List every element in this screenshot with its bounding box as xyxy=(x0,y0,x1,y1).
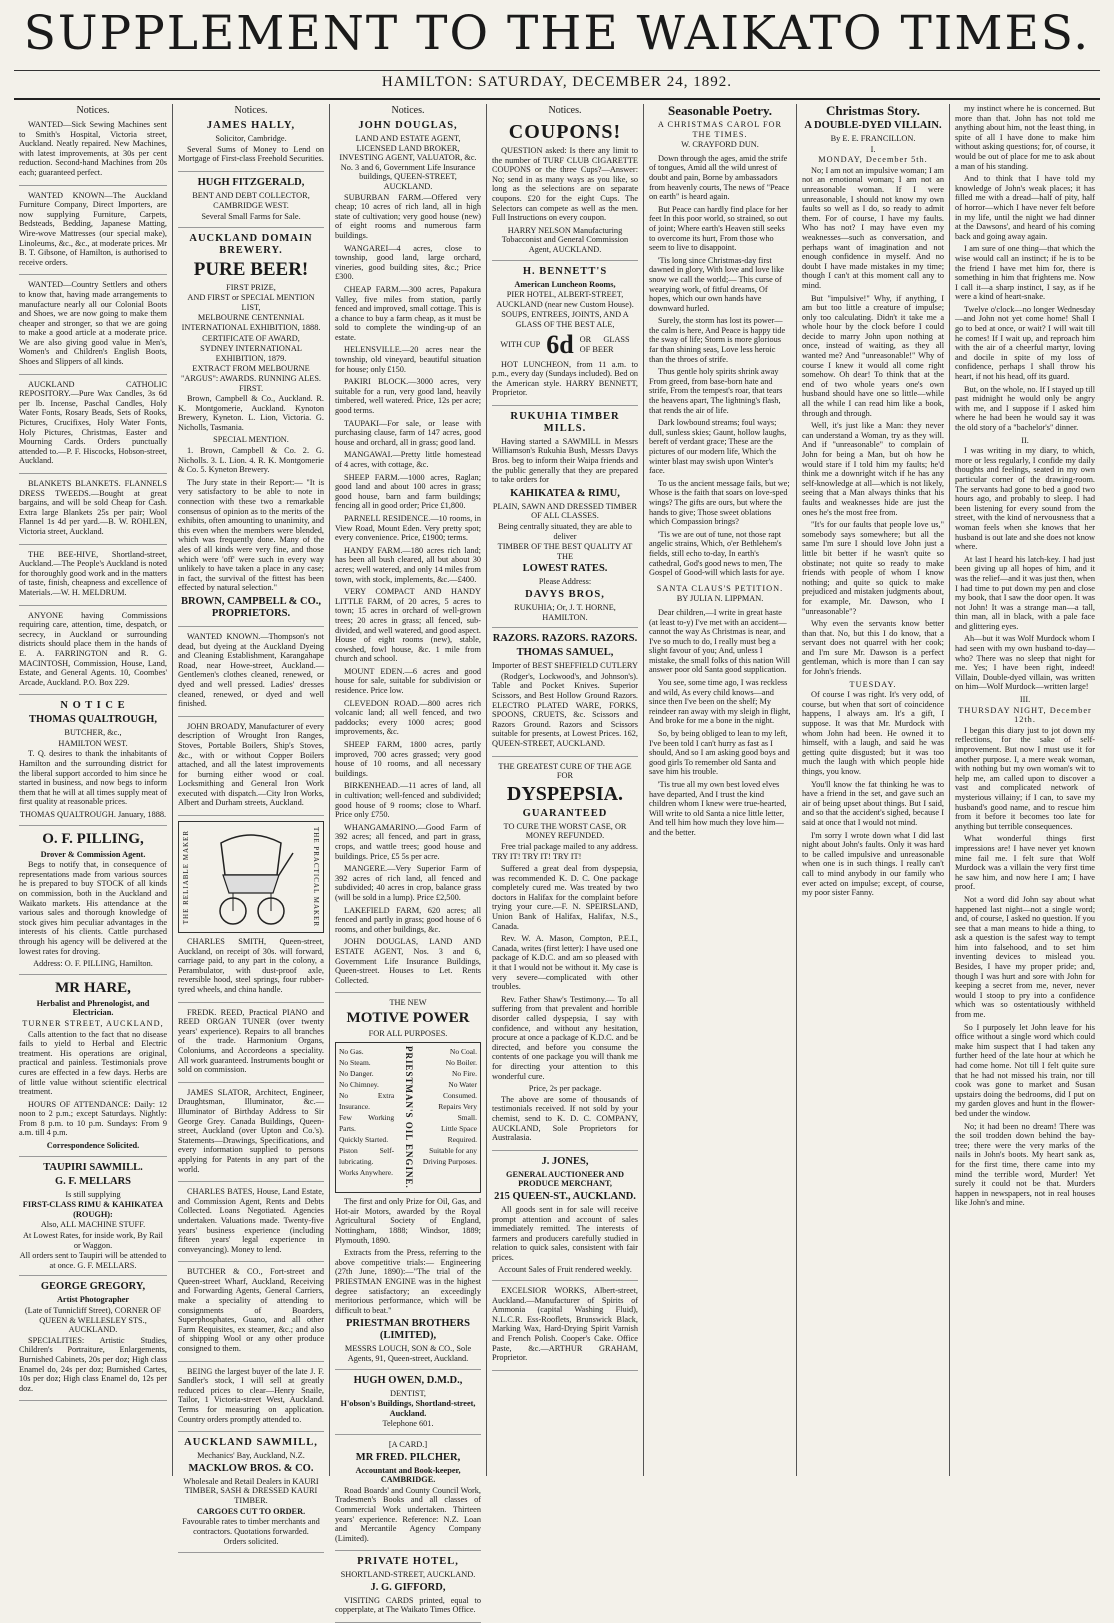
poem-stanza: To us the ancient message fails, but we; Whose is the faith that soars on love-sped wings? The gifts are ours, but where the hands to give; Those sweet oblations which Compassion brings? xyxy=(649,478,790,527)
chapter-date: MONDAY, December 5th. xyxy=(818,155,928,165)
advert-text: JAMES SLATOR, Architect, Engineer, Draughtsman, Illuminator, &c.—Illuminator of Birthday Address to Sir George Grey. Canada Buildings, Queen-street, Auckland (over Upton and Co.'s). Statements—Drawings, Specifications, and every information supplied to persons applying for Patents in any part of the world. xyxy=(178,1087,324,1174)
advertiser-trade: LAND AND ESTATE AGENT, LICENSED LAND BROKER, INVESTING AGENT, VALUATOR, &c. No. 3 and 6, Government Life Insurance buildings, QUEEN-STREET, AUCKLAND. xyxy=(339,134,477,191)
poem-title: A CHRISTMAS CAROL FOR THE TIMES. xyxy=(657,120,783,139)
story-text xyxy=(955,446,1095,692)
engine-feature: Little Space Required. xyxy=(440,1124,477,1145)
dateline: HAMILTON: SATURDAY, DECEMBER 24, 1892. xyxy=(381,74,733,90)
advert-line: TO CURE THE WORST CASE, OR MONEY REFUNDED. xyxy=(503,821,627,841)
advert-text: Begs to notify that, in consequence of representations made from various sources he is prepared to buy STOCK of all kinds on commission, both in the Auckland and Waikato markets. His attendance at the various sales and thorough knowledge of stock gives him peculiar advantages in the interests of his clients. Cattle purchased through his agency will be delivered at the lowest rates for droving. xyxy=(19,860,167,956)
advert-signature: JOHN DOUGLAS, LAND AND ESTATE AGENT, Nos. 3 and 6, Government Life Insurance Buildings, Queen-street. Houses to Let. Rents Collected. xyxy=(335,937,481,985)
advert-hours: HOURS OF ATTENDANCE: Daily: 12 noon to 2 p.m.; except Saturdays. Nightly: From 8 p.m. to 10 p.m. Sundays: From 9 a.m. till 4 p.m. xyxy=(19,1099,167,1138)
chapter-date: THURSDAY NIGHT, December 12th. xyxy=(958,705,1092,725)
award-line: SPECIAL MENTION. xyxy=(213,435,289,445)
advertiser-name: THOMAS SAMUEL, xyxy=(516,647,614,659)
engine-feature: Quickly Started. xyxy=(339,1135,389,1145)
farm-listing: WANGAREI—4 acres, close to township, good land, large orchard, vineries, good building sites, &c.; Price £300. xyxy=(335,243,481,282)
price-or: OR GLASS OF BEER xyxy=(579,334,630,354)
advert-text: JOHN BROADY, Manufacturer of every description of Wrought Iron Ranges, Stoves, Portable Boilers, Ship's Stoves, &c., with or without Copper Boilers attached, and all the latest improvements for burning either wood or coal. Locksmithing and General Iron Work executed with dispatch.—City Iron Works, Albert and Durham streets, Auckland. xyxy=(178,721,324,808)
advert-text: CHARLES SMITH, Queen-street, Auckland, on receipt of 30s. will forward, carriage paid, to any part in the colony, a Perambulator, with dust-proof axle, reversible hood, steel springs, four rubber-tyred wheels, and china handle. xyxy=(178,937,324,995)
advert-text: All goods sent in for sale will receive prompt attention and account of sales immediately remitted. The interests of farmers and producers carefully studied in relation to quick sales, consistent with fair prices. xyxy=(492,1204,638,1262)
advert-headline: DYSPEPSIA. xyxy=(506,782,624,805)
advert-heading: RAZORS. RAZORS. RAZORS. xyxy=(492,633,638,645)
award-line: AND FIRST or SPECIAL MENTION LIST, xyxy=(187,293,315,312)
advert-reed xyxy=(178,1008,324,1083)
advert-owen xyxy=(335,1375,481,1435)
farm-listing: SUBURBAN FARM.—Offered very cheap; 10 acres of rich land, all in high state of cultivation; very good house (new) of eight rooms and numerous farm buildings. xyxy=(335,192,481,240)
advertiser-name: GEORGE GREGORY, xyxy=(40,1281,146,1293)
advertiser-name: JOHN DOUGLAS, xyxy=(358,120,458,131)
story-paragraph: But "impulsive!" Why, if anything, I am but too little a creature of impulse; only too calculating. Didn't it take me a whole hour by the clock before I could decide to marry John upon nothing at once, instead of waiting, as they all wanted me? And "unreasonable!" Why of course I knew it would all come right somehow. Oh dear! To think that at the end of two whole years one's own husband should have one so little—while all the while I can read him like a book, through and through. xyxy=(802,293,944,418)
farm-listing: MANGAWAI.—Pretty little homestead of 4 acres, with cottage, &c. xyxy=(335,450,481,469)
poem-stanza: Dear children,—I write in great haste (at least to-y) I've met with an accident—cannot the way As Christmas is near, and I've so much to do, I really must beg a slight favour of you; And, unless I mistake, the small folks of this nation Will answer poor old Santa good supplication. xyxy=(649,607,791,675)
advert-text: ANYONE having Commissions requiring care, attention, time, despatch, or secrecy, in Auckland or surrounding districts should place them in the hands of E. A. FARRINGTON and R. G. MACINTOSH, Commission, House, Land, Estate, and General Agents. 10, Coombes' Arcade, Auckland. P.O. Box 229. xyxy=(19,610,167,687)
advertiser-place: HAMILTON WEST. xyxy=(58,738,128,748)
advert-douglas xyxy=(335,120,481,993)
perambulator-illustration xyxy=(203,825,299,929)
advert-kdc xyxy=(492,762,638,1151)
advert-signature: BROWN, CAMPBELL & CO., PROPRIETORS. xyxy=(180,595,321,619)
chapter-date: TUESDAY. xyxy=(849,679,897,689)
poem-stanza: Dark lowbound streams; foul ways; dull, sunless skies; Gaunt, hollow laughs, bereft of verdant grace; These are the pictures of our modern life, Which the winter blast may swish upon Winter's face. xyxy=(649,418,787,476)
engine-feature: No Boiler. xyxy=(445,1058,477,1068)
advertiser-place: CAMBRIDGE WEST. xyxy=(213,201,289,211)
advert-furniture xyxy=(19,191,167,276)
advert-line: Also, ALL MACHINE STUFF. xyxy=(40,1220,146,1230)
advert-text: Free trial package mailed to any address. TRY IT! TRY IT! TRY IT! xyxy=(492,841,638,861)
farm-listing: CHEAP FARM.—300 acres, Papakura Valley, five miles from station, partly fenced and improved, small cottage. This is a chance to buy a farm cheap, as it must be sold to complete the winding-up of an estate. xyxy=(335,284,481,342)
advert-line: [A CARD.] xyxy=(388,1439,428,1449)
farm-listing: SHEEP FARM.—1000 acres, Raglan; good land and about 100 acres in grass; good house, barn and farm buildings; fencing all in good order; Price £1,800. xyxy=(335,472,481,511)
advert-line: Orders solicited. xyxy=(223,1537,279,1547)
advert-text: Several Small Farms for Sale. xyxy=(201,211,301,221)
advertiser-name: MR HARE, xyxy=(55,979,131,996)
perambulator-advert xyxy=(178,821,324,933)
chapter-number: III. xyxy=(1019,695,1031,705)
chapter-number: I. xyxy=(870,144,876,154)
advertiser-trade: Accountant and Book-keeper, CAMBRIDGE. xyxy=(355,1465,461,1485)
price-value: 6d xyxy=(546,329,574,359)
masthead-title: SUPPLEMENT TO THE WAIKATO TIMES. xyxy=(23,6,1091,61)
advert-hare xyxy=(19,980,167,1157)
advert-bennett xyxy=(492,266,638,406)
poem-stanza: So, by being obliged to lean to my left, I've been told I can't hurry as fast as I should, And so I am asking good boys and good girls To remember old Santa and save him his trouble. xyxy=(649,729,790,777)
advertiser-trade: BENT AND DEBT COLLECTOR, xyxy=(192,190,310,200)
advertiser-name: HUGH OWEN, D.M.D., xyxy=(353,1374,463,1386)
advert-text: Suffered a great deal from dyspepsia, was recommended K. D. C. One package completely cured me. Was treated by two doctors in Halifax for the complaint before trying your cure.—F. N. SPEIRSLAND, Union Bank of Halifax, Halifax, N.S., Canada. xyxy=(492,864,638,931)
poem-author: BY JULIA N. LIPPMAN. xyxy=(676,594,764,604)
masthead-rule-bottom xyxy=(14,98,1100,100)
advertiser-trade: Herbalist and Phrenologist, and Electrician. xyxy=(36,998,150,1018)
farm-listing: HELENSVILLE.—20 acres near the township, old vineyard, beautiful situation for house; only £150. xyxy=(335,345,481,374)
story-paragraph: So I purposely let John leave for his office without a single word which could make him suspect that I had taken any further heed of the late hour at which he had come home. Not till I felt quite sure that he had not missed his train, nor till cook was gone to market and Susan upstairs doing the bedrooms, did I put on my garden gloves and hunt in the flower-bed under the window. xyxy=(955,1022,1095,1118)
advert-line: CARGOES CUT TO ORDER. xyxy=(196,1506,306,1516)
story-text xyxy=(955,726,1095,1208)
advertiser-name: J. G. GIFFORD, xyxy=(370,1581,446,1593)
engine-features-left xyxy=(339,1046,394,1189)
section-heading: Seasonable Poetry. xyxy=(668,103,772,118)
farm-listing: SHEEP FARM, 1800 acres, partly improved, 700 acres grassed; very good house of 10 rooms, and all necessary buildings. xyxy=(335,740,481,778)
advert-heading: AUCKLAND DOMAIN BREWERY. xyxy=(189,232,313,256)
price-cup: WITH CUP xyxy=(500,339,541,349)
advert-text: Having started a SAWMILL in Messrs Williamson's Rukuhia Bush, Messrs Davys Bros. beg to inform their Waipa friends and the public generally that they are prepared to take orders for xyxy=(492,436,638,485)
advert-text: The Jury state in their Report:— "It is very satisfactory to be able to note in connection with these two a remarkable consensus of opinion as to the merits of the exhibits, often amounting to unanimity, and this even when the members were blended, which was frequently done. Many of the ales of all kinds were very fine, and those which were 'off' were such in every way unlikely to have taken a place in any case; in fact, the survival of the fittest has been effected by natural selection." xyxy=(178,477,324,593)
advert-butcher xyxy=(178,1267,324,1361)
advert-jones xyxy=(492,1156,638,1281)
column-7 xyxy=(950,104,1100,1476)
advert-signature: Address: O. F. PILLING, Hamilton. xyxy=(33,959,153,969)
advertiser-telephone: Telephone 601. xyxy=(382,1419,434,1429)
advert-text: SOUPS, ENTREES, JOINTS, AND A GLASS OF THE BEST ALE, xyxy=(501,310,629,329)
advert-smith xyxy=(178,937,324,1003)
advertiser-name: MR FRED. PILCHER, xyxy=(355,1451,461,1463)
column-6 xyxy=(797,104,949,1476)
advert-blankets xyxy=(19,479,167,545)
advert-signature: HARRY NELSON Manufacturing Tobacconist and General Commission Agent, AUCKLAND. xyxy=(501,225,629,254)
story-paragraph: You'll know the fat thinking he was to have a friend in the set, and gave such an air of being upset about things. But I said, and so that the accident's sighed, because I said at once that I would not mind. xyxy=(802,779,944,827)
banner-right: THE PRACTICAL MAKER xyxy=(312,827,320,928)
poem-stanza: You see, some time ago, I was reckless and wild, As every child knows—and since then I've been on the shelf; My reindeer ran away with my sleigh in flight, And broke for me a bone in the night. xyxy=(649,678,791,726)
advert-line: Please Address: xyxy=(538,577,592,587)
award-line: EXTRACT FROM MELBOURNE "ARGUS": AWARDS. RUNNING ALES. FIRST. xyxy=(180,364,322,393)
advert-text: (Rodger's, Lockwood's, and Johnson's). Table and Pocket Knives. Superior Scissors, and Best Hollow Ground Razors. ELECTRO PLATED WARE, FORKS, SPOONS, CRUETS, &c. Scissors and Razors Ground. Razors and Scissors suitable for presents, at Lowest Prices. 162, QUEEN-STREET, AUCKLAND. xyxy=(492,671,638,748)
advert-text: Several Sums of Money to Lend on Mortgage of First-class Freehold Securities. xyxy=(178,144,324,164)
advertiser-name: JAMES HALLY, xyxy=(206,120,296,131)
engine-box xyxy=(335,1042,481,1193)
advert-hotel xyxy=(335,1556,481,1623)
advertiser-address: (Late of Tunnicliff Street), CORNER OF QUEEN & WELLESLEY STS., AUCKLAND. xyxy=(24,1306,162,1335)
engine-feature: Few Working Parts. xyxy=(339,1113,395,1134)
column-5 xyxy=(644,104,796,1476)
story-paragraph: Of course I was right. It's very odd, of course, but when that sort of coincidence happens, I always am. It's a gift, I suppose. It was that Mr. Murdock with whom John had been. He owned it to himself, with a laugh, and said he was getting quite disgusted; but it was too much the laugh with which people hide things, you know. xyxy=(802,690,944,776)
advert-pilcher xyxy=(335,1440,481,1551)
advert-agents xyxy=(19,611,167,696)
advertiser-name: HUGH FITZGERALD, xyxy=(197,176,305,188)
advert-beehive xyxy=(19,550,167,606)
advert-text: BEING the largest buyer of the late J. F. Sandler's stock, I will sell at greatly reduced prices to clear—Henry Snaile, Tailor, 1 Victoria-street West, Auckland. Terms for measuring on application. Country orders promptly attended to. xyxy=(178,1366,324,1424)
story-title: A DOUBLE-DYED VILLAIN. xyxy=(804,120,942,131)
story-paragraph: my instinct where he is concerned. But more than that. John has not told me anything about him, not the least thing, in spite of all I have done to make him without asking questions; for, of course, it would be out of place for me to ask about a man of his standing. xyxy=(955,104,1095,171)
notice-heading: N O T I C E xyxy=(60,700,126,712)
engine-title: PRIESTMAN'S OIL ENGINE. xyxy=(403,1046,414,1190)
advert-line: THE NEW xyxy=(389,998,427,1008)
column-heading: Notices. xyxy=(548,105,582,116)
column-heading: Notices. xyxy=(391,105,425,116)
advertiser-trade: Drover & Commission Agent. xyxy=(40,849,146,859)
advert-line: PLAIN, SAWN AND DRESSED TIMBER OF ALL CLASSES. xyxy=(492,501,638,521)
story-paragraph: I began this diary just to jot down my reflections, for the sake of self-improvement. But now I must use it for another purpose. I, a mere weak woman, with nothing but my own woman's wit to help me, am called upon to discover a vast and complicated network of mysterious villainy; if I can, to save my husband's good name, and to rescue him from it before it becomes too late for anything but terrible consequences. xyxy=(955,725,1095,831)
advert-text: BLANKETS BLANKETS. FLANNELS DRESS TWEEDS.—Bought at great bargains, and will be sold Cheap for Cash. Extra large Blankets 25s per pair; Wool Flannel 1s 4d per yard.—B. W. ROHLEN, Victoria street, Auckland. xyxy=(19,479,167,536)
advert-line: All orders sent to Taupiri will be attended to at once. G. F. MELLARS. xyxy=(19,1251,167,1270)
advert-line: Favourable rates to timber merchants and contractors. Quotations forwarded. xyxy=(182,1517,320,1536)
advert-headline: KAHIKATEA & RIMU, xyxy=(510,487,620,499)
story-paragraph: No; it had been no dream! There was the soil trodden down behind the bay-tree; there were the very marks of the nails in John's boots. My heart sank as, for the first time, there came into my mind the terrible word, Murder! Yet surely it could not be that. Murders happen in newspapers, not in real houses like John's and mine. xyxy=(955,1121,1095,1208)
story-paragraph: But, on the whole, no. If I stayed up till past midnight he would only be angry with me, and I suppose if I asked him where he had been he would say it was the old story of a "bachelor's" dinner. xyxy=(955,384,1095,432)
advertiser-address: PIER HOTEL, ALBERT-STREET, AUCKLAND (near new Custom House). xyxy=(496,290,634,309)
column-2 xyxy=(173,104,329,1547)
poem-stanza: But Peace can hardly find place for her feet In this poor world, so strained, so out of joint; Where earth's Heaven still seeks to overcome its hurt, From those who seem to live to disappoint. xyxy=(649,204,788,253)
poem-body xyxy=(649,154,791,578)
advertiser-address: 215 QUEEN-ST., AUCKLAND. xyxy=(494,1190,636,1202)
advertiser-agent: MESSRS LOUCH, SON & CO., Sole Agents, 91, Queen-street, Auckland. xyxy=(344,1344,472,1363)
award-line: CERTIFICATE OF AWARD, xyxy=(202,333,300,343)
farm-listing: LAKEFIELD FARM, 620 acres; all fenced and partly in grass; good house of 6 rooms, and other buildings, &c. xyxy=(335,905,481,934)
advertiser-trade: American Luncheon Rooms, xyxy=(514,279,616,289)
advert-text: T. Q. desires to thank the inhabitants of Hamilton and the surrounding district for the liberal support accorded to him since he started in business, and now begs to inform them that he will at all times supply meat of first quality at reasonable prices. xyxy=(19,749,167,807)
advert-text: WANTED—Sick Sewing Machines sent to Smith's Hospital, Victoria street, Auckland. Neatly repaired. New Machines, with latest improvements, at 30s per cent reduction. Second-hand Machines from 20s each; guaranteed perfect. xyxy=(19,120,167,177)
advert-bates xyxy=(178,1187,324,1262)
farm-listing: PAKIRI BLOCK.—3000 acres, very suitable for a run, very good land, heavily timbered, well watered. Price, 12s per acre; good terms. xyxy=(335,377,481,416)
advert-dyeing xyxy=(178,632,324,717)
column-1 xyxy=(14,104,172,1476)
advert-text: Wholesale and Retail Dealers in KAURI TIMBER, SASH & DRESSED KAURI TIMBER. xyxy=(183,1476,319,1505)
advertiser-name: O. F. PILLING, xyxy=(42,830,144,847)
column-4 xyxy=(487,104,643,1476)
farm-listing: BIRKENHEAD.—11 acres of land, all in cultivation; well-fenced and subdivided; good house of 9 rooms; close to Wharf. Price only £750. xyxy=(335,781,481,820)
poem-stanza: Down through the ages, amid the strife of tongues, Amid all the wild unrest of doubt and pain, Borne by ambassadors from heavenly courts, The news of "Peace on earth" is heard again. xyxy=(649,153,790,202)
engine-feature: No Steam. xyxy=(339,1058,371,1068)
story-paragraph: I was writing in my diary, to which, more or less regularly, I confide my daily thoughts and feelings, seated in my own particular corner of the drawing-room. The servants had gone to bed a good two hours ago, and probably to sleep. I had been listening for every sound from the street, with the kind of nervousness that a woman feels when she knows that her husband is out late and she does not know where. xyxy=(955,446,1095,552)
advertiser-trade: Artist Photographer xyxy=(56,1295,130,1305)
engine-feature: No Fire. xyxy=(452,1069,477,1079)
story-text xyxy=(955,104,1095,433)
advertiser-address: RUKUHIA; Or, J. T. HORNE, HAMILTON. xyxy=(514,603,616,622)
masthead-rule-top xyxy=(14,70,1100,71)
advert-line: At Lowest Rates, for inside work, By Rail or Waggon. xyxy=(23,1231,163,1250)
poem-stanza: Thus gentle holy spirits shrink away From greed, from base-born hate and strife, From the tempest's roar, that tears the heavens apart, The lightning's flash, that rends the air of life. xyxy=(649,367,783,415)
advert-brewery xyxy=(178,233,324,627)
advert-headline: MOTIVE POWER xyxy=(346,1009,470,1026)
engine-feature: No Danger. xyxy=(339,1069,374,1079)
farm-listing: WHANGAMARINO.—Good Farm of 392 acres; all fenced, and part in grass, crops, and wattle trees; good house and buildings. Price, £5 5s per acre. xyxy=(335,822,481,861)
story-paragraph: Why even the servants know better than that. No, but this I do know, that a servant does not quarrel with her cook; and I'm sure Mr. Dawson is a perfect gentleman, which is more than I can say for John's friends. xyxy=(802,619,944,677)
story-paragraph: Well, it's just like a Man: they never can understand a Woman, try as they will. And if "unreasonable" to complain of John for being a Man, but oh how he would stare if I told him my faults; he'd think me a downright witch if he has any self-knowledge at all—which is not likely, seeing that a Man always thinks that his faults and weaknesses hide are just the ones he's the most free from. xyxy=(802,421,944,517)
poem-body xyxy=(649,608,791,838)
advert-priestman xyxy=(335,998,481,1369)
farm-listing: MOUNT EDEN.—6 acres and good house for sale, suitable for subdivision or residence. Price low. xyxy=(335,666,481,696)
advert-text: FREDK. REED, Practical PIANO and REED ORGAN TUNER (over twenty years' experience). Repairs to all branches of the trade. Harmonium Organs, Coloniums, and Accordeons a speciality. All work guaranteed. Instruments bought or sold on commission. xyxy=(178,1007,324,1075)
farm-listing: TAUPAKI—For sale, or lease with purchasing clause, farm of 147 acres, good house and orchard, all in grass; good land. xyxy=(335,418,481,447)
advert-catholic xyxy=(19,380,167,474)
award-line: SYDNEY INTERNATIONAL EXHIBITION, 1879. xyxy=(200,344,302,363)
advertiser-trade: Solicitor, Cambridge. xyxy=(215,134,287,143)
advertiser-address: TURNER STREET, AUCKLAND, xyxy=(22,1018,164,1028)
advert-text: The above are some of thousands of testimonials received. If not sold by your chemist, send to K. D. C. COMPANY, AUCKLAND, Sole Proprietors for Australasia. xyxy=(492,1094,638,1143)
advert-samuel xyxy=(492,633,638,756)
engine-feature: Repairs Very Small. xyxy=(438,1102,477,1123)
advert-rukuhia xyxy=(492,411,638,628)
advert-text: The first and only Prize for Oil, Gas, and Hot-air Motors, awarded by the Royal Agricultural Society of England, Nottingham, 1888; Windsor, 1889; Plymouth, 1890. xyxy=(335,1197,481,1245)
advert-broady xyxy=(178,722,324,816)
engine-feature: No Extra Insurance. xyxy=(339,1091,395,1112)
farm-listing: HANDY FARM.—180 acres rich land; has been all bush cleared, all but about 30 acres; well watered, and only 14 miles from town, with stock, implements, &c.—£400. xyxy=(335,545,481,584)
advert-largest xyxy=(178,1367,324,1433)
advert-text: Road Boards' and County Council Work, Tradesmen's Books and all classes of Commercial Work undertaken. Thirteen years' experience. Reference: N.Z. Loan and Mercantile Agency Company (Limited). xyxy=(335,1485,481,1543)
advert-slator xyxy=(178,1088,324,1182)
story-paragraph: No; I am not an impulsive woman; I am not an emotional woman; I am not an unreasonable woman. If I were unreasonable, I should not know my own faults so well as I do, so ready to admit them. For of course, I have my faults. Who has not? I may have even my weaknesses—such as conversation, and perhaps want of imagination and not enough confidence in myself. And no doubt I have made mistakes in my time; though I can't at this moment call any to mind. xyxy=(802,165,944,290)
story-paragraph: I'm sorry I wrote down what I did last night about John's faults. Only it was hard to be called impulsive and unreasonable when one is in such things. I really can't call to mind anybody in our family who ever acted on impulse; except, of course, my poor sister Fanny. xyxy=(802,830,944,898)
advertiser-trade: DENTIST, xyxy=(389,1388,427,1398)
advert-line: FIRST-CLASS RIMU & KAHIKATEA (ROUGH): xyxy=(22,1200,164,1219)
advert-text: BUTCHER & CO., Fort-street and Queen-street Wharf, Auckland, Receiving and Forwarding Agents, General Carriers, make a speciality of attending to consignments of Boarders, Superphosphates, Guano, and all other Farm Requisites, ex steamer, &c.; and also of shipping Wool or any other produce consigned to them. xyxy=(178,1267,324,1354)
advertiser-name: PRIESTMAN BROTHERS (LIMITED), xyxy=(346,1318,470,1342)
advertiser-name: DAVYS BROS, xyxy=(525,589,605,600)
advert-headline: PURE BEER! xyxy=(193,258,309,280)
column-heading: Notices. xyxy=(76,105,110,116)
advert-heading: AUCKLAND SAWMILL, xyxy=(184,1437,318,1449)
advert-country xyxy=(19,280,167,374)
advert-text: Rev. W. A. Mason, Compton, P.E.I., Canada, writes (first letter): I have used one package of K.D.C. and am so pleased with it that I would not be without it. My case is very severe—complicated with other troubles. xyxy=(492,934,638,992)
advert-hally xyxy=(178,120,324,172)
advert-text: EXCELSIOR WORKS, Albert-street, Auckland.—Manufacturer of Spirits of Ammonia (capital Washing Fluid), N.L.C.R. Ess-Rooflets, Brunswick Black, Marking Wax, Hard-Drying Spirit Varnish and French Polish. Cooper's Cake. Office Paste, &c.—ARTHUR GRAHAM, Proprietor. xyxy=(492,1286,638,1363)
story-paragraph: "It's for our faults that people love us," somebody says somewhere; but all the same I'm sure I should love John just a little bit better if he wasn't quite so obstinate; not quite so ready to make friends with people of whom I know nothing; and quite so quick to make prejudiced and mistaken judgments about, for example, Mr. Dawson, who I "unreasonable"? xyxy=(802,520,944,616)
poem-stanza: Surely, the storm has lost its power—the calm is here, And Peace is happy tide the sway of life; Storm is more glorious far than shining seas, Love less heroic than the throes of strife. xyxy=(649,316,786,364)
advert-taupiri xyxy=(19,1162,167,1277)
advert-text: HOT LUNCHEON, from 11 a.m. to p.m., every day (Sundays included). Bed on the American style. HARRY BENNETT, Proprietor. xyxy=(492,359,638,398)
advert-line: Being centrally situated, they are able to deliver xyxy=(498,522,632,541)
story-text xyxy=(802,166,944,677)
farm-listing: MANGERE.—Very Superior Farm of 392 acres of rich land, all fenced and subdivided; 40 acres in crop, balance grass (will be sold in a lump). Price £2,500. xyxy=(335,864,481,902)
advertiser-name: THOMAS QUALTROUGH, xyxy=(29,714,157,726)
advertiser-address: SHORTLAND-STREET, AUCKLAND. xyxy=(340,1570,476,1580)
advert-heading: RUKUHIA TIMBER MILLS. xyxy=(510,410,620,434)
advert-text: QUESTION asked: Is there any limit to the number of TURF CLUB CIGARETTE COUPONS or the three Cups?—Answer: No; send in as many ways as you like, so long as the selections are on separate coupons. £20 for the eight Cups. The Selectors can compete as well as the men. Full Instructions on every coupon. xyxy=(492,146,638,223)
advertiser-name: J. JONES, xyxy=(541,1155,589,1167)
advert-line: LOWEST RATES. xyxy=(522,563,608,575)
engine-feature: Suitable for any Driving Purposes. xyxy=(422,1146,477,1167)
story-author: By E. E. FRANCILLON. xyxy=(830,134,916,143)
advert-line: Account Sales of Fruit rendered weekly. xyxy=(498,1265,632,1275)
advert-coupons xyxy=(492,120,638,261)
story-paragraph: Twelve o'clock—no longer Wednesday—and John not yet come home! Shall I go to bed at once, or wait? I will wait till he comes! If I wait up, and reproach him with the air of a cheerful martyr, loving and docile in spite of my loss of confidence, perhaps I shall throw his heart, if not his head, off its guard. xyxy=(955,304,1095,382)
poem-stanza: 'Tis we are out of tune, not those rapt angelic strains, Which, o'er Bethlehem's fields, still echo to-day, In earth's cathedral, God's good news to men, The Gospel of Good-will which lasts for aye. xyxy=(649,529,785,578)
advertiser-name: G. F. MELLARS xyxy=(54,1175,132,1187)
advert-line: GUARANTEED xyxy=(522,807,608,819)
perambulator-banner xyxy=(182,825,320,929)
advert-sawmill xyxy=(178,1437,324,1553)
advert-line: THE GREATEST CURE OF THE AGE FOR xyxy=(498,761,632,781)
advert-line: FOR ALL PURPOSES. xyxy=(368,1028,448,1038)
engine-feature: No Chimney. xyxy=(339,1080,379,1090)
story-paragraph: Not a word did John say about what happened last night—not a single word; and, of course, I asked no question. If you see that a man means to hide a thing, to ask a question is the safest way to tempt him into falsehood, and to set him inventing devices to mislead you. Besides, I have my proper pride; and, though I was hurt and sore with John for keeping a secret from me, never, never would I stoop to pry into a confidence which was so ostentatiously withheld from me. xyxy=(955,894,1095,1020)
story-paragraph: Ah—but it was Wolf Murdock whom I had seen with my own husband to-day—who? There was no sleep that night for me. Yes; I have been right, indeed! Villain, Double-dyed villain, was written on him—Wolf Murdock—written large! xyxy=(955,634,1095,692)
advert-footer: Correspondence Solicited. xyxy=(46,1141,140,1151)
advertiser-trade: BUTCHER, &c., xyxy=(64,728,122,738)
column-heading: Notices. xyxy=(234,105,268,116)
farm-listing: PARNELL RESIDENCE.—10 rooms, in View Road, Mount Eden. Very pretty spot; every convenience. Price, £1900; terms. xyxy=(335,513,481,543)
story-paragraph: What wonderful things first impressions are! I have never yet known mine fail me. I felt sure that Wolf Murdock was a villain the very first time he saw him, and now here I am; I have proof. xyxy=(955,834,1095,892)
engine-features-right xyxy=(422,1046,477,1189)
advert-sewing xyxy=(19,120,167,186)
columns xyxy=(14,103,1100,1615)
column-3 xyxy=(330,104,486,1615)
story-paragraph: I am sure of one thing—that which the wise would call an instinct; if he is to be the friend I have met him for, there is something in him that frightens me. Now I call it—a sharp instinct, I say, as if he were a kind of heart-snake. xyxy=(955,244,1095,302)
story-paragraph: At last I heard his latch-key. I had just been giving up all hopes of him, and it was the relief—and it was just then, when I had time to put down my pen and close my book, that I saw the door open. It was not John! It was a strange man—a tall, thin man, all in black, with a pale face and glittering eyes. xyxy=(955,554,1095,631)
advert-headline: COUPONS! xyxy=(508,121,622,143)
engine-feature: Works Anywhere. xyxy=(339,1168,393,1178)
advert-text: Extracts from the Press, referring to the above competitive trials:— Engineering (27th June, 1890):—"The trial of the PRIESTMAN ENGINE was in the highest degree satisfactory; an exceedingly meritorious performance, which will be difficult to beat." xyxy=(335,1248,481,1315)
farm-listing: VERY COMPACT AND HANDY LITTLE FARM, of 20 acres, 5 acres to town; 15 acres in orchard of well-grown trees; 20 acres in grass; all fenced, sub-divided, and well watered, and good aspect. House of eight rooms (new), stable, cowshed, fowl house, &c. 1 mile from church and school. xyxy=(335,587,481,664)
advertiser-name: PRIVATE HOTEL, xyxy=(357,1556,459,1568)
price-line xyxy=(492,329,638,359)
advert-price: Price, 2s per package. xyxy=(528,1084,602,1094)
advert-line: Is still supplying xyxy=(65,1189,121,1199)
advert-text: VISITING CARDS printed, equal to copperplate, at The Waikato Times Office. xyxy=(335,1595,481,1615)
advertiser-trade: Importer of BEST SHEFFIELD CUTLERY xyxy=(492,661,638,671)
engine-feature: No Gas. xyxy=(339,1047,364,1057)
advert-text: WANTED—Country Settlers and others to know that, having made arrangements to manufacture nearly all our Colonial Boots and Shoes, we are now going to make them cheaper and stronger, so that we are going to make a good article at a moderate price. We are also giving good value in Men's, Women's and Children's English Boots, Shoes and Slippers of all kinds. xyxy=(19,280,167,367)
farm-listing: CLEVEDON ROAD.—800 acres rich volcanic land; all well fenced, and two paddocks; every 1000 acres; good improvements, &c. xyxy=(335,698,481,737)
poem-author: W. CRAYFORD DUN. xyxy=(681,140,759,150)
advert-text: SPECIALITIES: Artistic Studies, Children's Portraiture, Enlargements, Burnished Cabinets, 20s per doz; High class Enamel do, 24s per doz; Burnished Cartes, 10s per doz; High class Enamel do, 12s per doz. xyxy=(19,1335,167,1393)
banner-left: THE RELIABLE MAKER xyxy=(182,829,190,925)
award-line: MELBOURNE CENTENNIAL INTERNATIONAL EXHIBITION, 1888. xyxy=(181,313,321,332)
advert-text: Calls attention to the fact that no disease fails to yield to Herbal and Electric treatment. His operations are original, practical and painless. Testimonials prove cures are effected in a few days. Herbs are of little value without scientific electrical treatment. xyxy=(19,1029,167,1097)
advert-excelsior xyxy=(492,1286,638,1371)
advertiser-trade: GENERAL AUCTIONEER AND PRODUCE MERCHANT, xyxy=(505,1169,625,1189)
advert-text: THE BEE-HIVE, Shortland-street, Auckland.—The People's Auckland is noted for thoroughly good work and in the matters of taste, finish, cheapness and excellence of Materials.—W. H. MELDRUM. xyxy=(19,549,167,597)
advert-heading: TAUPIRI SAWMILL. xyxy=(43,1161,143,1173)
award-list: 1. Brown, Campbell & Co. 2. G. Nicholls. 3. L. Lion. 4. R. K. Montgomerie & Co. 5. Kyneton Brewery. xyxy=(178,446,324,475)
advert-text: WANTED KNOWN.—Thompson's not dead, but dyeing at the Auckland Dyeing and Cleaning Establishment, Karangahape Road, near Howe-street, Auckland.—Gentlemen's clothes cleaned, renewed, or dyed and well pressed. Ladies' dresses cleaned, renewed, or dyed and well finished. xyxy=(178,631,324,709)
engine-feature: Piston Self-lubricating. xyxy=(339,1146,395,1167)
chapter-number: II. xyxy=(1021,435,1029,445)
poem-stanza: 'Tis true all my own best loved elves have departed, And I trust the kind children whom I knew were true-hearted, Will write to old Santa a nice little letter, And tell him how much they love him—and the better. xyxy=(649,780,787,837)
section-heading: Christmas Story. xyxy=(826,103,920,118)
advert-text: Rev. Father Shaw's Testimony.— To all suffering from that prevalent and horrible disorder called dyspepsia, I say with confidence, and without any hesitation, procure at once a package of K.D.C. and be directed, and before you consume the contents of one package you will thank me for directing your attention to this wonderful cure. xyxy=(492,994,638,1081)
advert-signature: THOMAS QUALTROUGH. January, 1888. xyxy=(19,810,167,820)
advert-text: AUCKLAND CATHOLIC REPOSITORY.—Pure Wax Candles, 3s 6d per lb. Incense, Paschal Candles, Holy Water Fonts, Rosary Beads, Sets of Rooks, Pictures, Crucifixes, Holy Water Fonts, Holy Pictures, Christmas, Easter and Mourning Cards. Orders punctually attended to.—P. F. Hiscocks, Hobson-street, Auckland. xyxy=(19,379,167,466)
advertiser-name: MACKLOW BROS. & CO. xyxy=(188,1462,314,1474)
advert-qualtrough xyxy=(19,700,167,825)
advert-line: TIMBER OF THE BEST QUALITY AT THE xyxy=(497,542,633,561)
engine-feature: No Water Consumed. xyxy=(443,1080,477,1101)
story-paragraph: And to think that I have told my knowledge of John's weak places; it has filled me with a dread—half of pity, half of horror—which I have never felt before in my life, until the night we had dinner at the Dawsons', and heard of his coming back and going away again. xyxy=(955,174,1095,241)
advertiser-name: H. BENNETT'S xyxy=(522,265,608,277)
engine-feature: No Coal. xyxy=(449,1047,477,1057)
advert-text: CHARLES BATES, House, Land Estate, and Commission Agent, Rents and Debts Collected. Loans Negotiated. Agencies undertaken. Valuations made. Twenty-five years' business experience (including fifteen years' legal experience in conveyancing). Money to lend. xyxy=(178,1187,324,1254)
advert-gregory xyxy=(19,1281,167,1401)
advert-fitzgerald xyxy=(178,177,324,228)
story-text xyxy=(802,690,944,897)
poem-title: SANTA CLAUS'S PETITION. xyxy=(656,583,784,593)
award-list: Brown, Campbell & Co., Auckland. R. K. Montgomerie, Auckland. Kynoton Brewery, Kyneton. L. Lion, Victoria. G. Nicholls, Tasmania. xyxy=(178,394,324,432)
advert-pilling xyxy=(19,831,167,975)
award-line: FIRST PRIZE, xyxy=(226,282,276,292)
advertiser-address: Mechanics' Bay, Auckland, N.Z. xyxy=(197,1451,305,1461)
farm-listings xyxy=(335,193,481,935)
advertiser-address: H'obson's Buildings, Shortland-street, Auckland. xyxy=(340,1399,476,1418)
poem-stanza: 'Tis long since Christmas-day first dawned in glory, With love and love like snow we call the world;— This curse of wearying work, of fitful dreams, Of hopes, which our own hands have downward hurled. xyxy=(649,255,784,313)
advert-text: WANTED KNOWN—The Auckland Furniture Company, Direct Importers, are now supplying Furniture, Carpets, Bedsteads, Bedding, Japanese Matting, Wire-wove Mattresses (our special make), Linoleums, &c., &c., at moderate prices. Mr B. T. Gibsone, of Hamilton, is authorised to receive orders. xyxy=(19,190,167,267)
